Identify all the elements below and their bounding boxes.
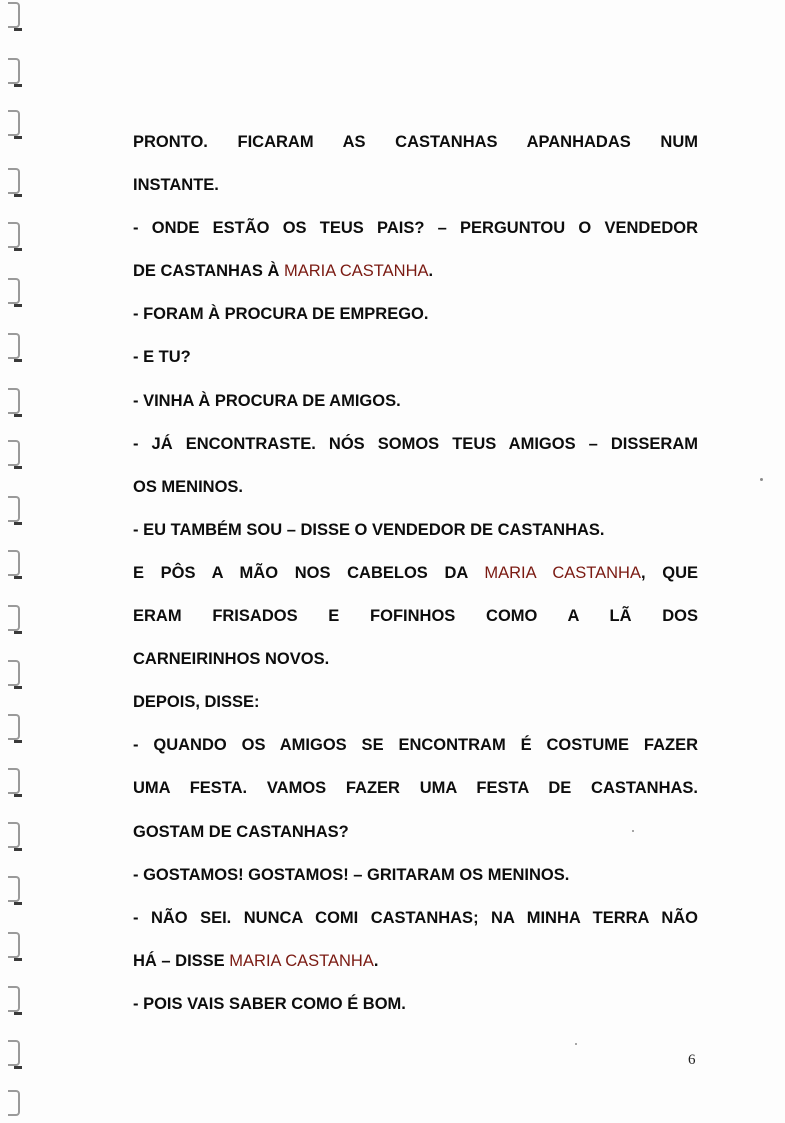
paper-speck	[575, 1043, 577, 1045]
text-line: PRONTO. FICARAM AS CASTANHAS APANHADAS NUM	[133, 133, 698, 151]
binding-tick	[14, 136, 22, 139]
binding-ring	[8, 932, 20, 958]
character-name: MARIA CASTANHA	[283, 262, 429, 281]
text-line	[133, 553, 698, 596]
binding-tick	[14, 28, 22, 31]
binding-ring	[8, 496, 20, 522]
text-line: - EU TAMBÉM SOU – DISSE O VENDEDOR DE CASTANHAS.	[133, 520, 605, 539]
binding-ring	[8, 660, 20, 686]
binding-tick	[14, 740, 22, 743]
binding-ring	[8, 1090, 20, 1116]
binding-tick	[14, 414, 22, 417]
binding-tick	[14, 686, 22, 689]
binding-tick	[14, 848, 22, 851]
text-line: UMA FESTA. VAMOS FAZER UMA FESTA DE CASTANHAS.	[133, 779, 698, 798]
binding-tick	[14, 359, 22, 362]
page-number: 6	[688, 1052, 696, 1068]
binding-ring	[8, 768, 20, 794]
binding-ring	[8, 1040, 20, 1066]
text-line: INSTANTE.	[133, 176, 219, 195]
binding-tick	[14, 631, 22, 634]
text-segment: .	[373, 951, 379, 970]
binding-tick	[14, 84, 22, 87]
binding-ring	[8, 550, 20, 576]
binding-ring	[8, 222, 20, 248]
binding-tick	[14, 304, 22, 307]
text-segment: DE CASTANHAS À	[133, 262, 284, 281]
text-line: - ONDE ESTÃO OS TEUS PAIS? – PERGUNTOU O VENDEDOR	[133, 219, 698, 238]
binding-ring	[8, 388, 20, 414]
binding-tick	[14, 194, 22, 197]
binding-ring	[8, 110, 20, 136]
paper-speck	[760, 478, 763, 481]
text-segment: , QUE	[640, 563, 698, 582]
character-name: MARIA CASTANHA	[484, 563, 641, 582]
binding-ring	[8, 2, 20, 28]
binding-ring	[8, 333, 20, 359]
binding-tick	[14, 248, 22, 251]
text-line	[133, 251, 698, 294]
binding-tick	[14, 902, 22, 905]
text-segment: .	[428, 262, 434, 281]
binding-ring	[8, 278, 20, 304]
character-name: MARIA CASTANHA	[229, 951, 374, 970]
text-line: DEPOIS, DISSE:	[133, 693, 260, 712]
text-line: - JÁ ENCONTRASTE. NÓS SOMOS TEUS AMIGOS – DISSERAM	[133, 434, 698, 453]
binding-tick	[14, 466, 22, 469]
text-line: - POIS VAIS SABER COMO É BOM.	[133, 994, 406, 1013]
binding-tick	[14, 576, 22, 579]
text-line	[133, 941, 698, 984]
binding-tick	[14, 1066, 22, 1069]
binding-tick	[14, 1012, 22, 1015]
text-line: - QUANDO OS AMIGOS SE ENCONTRAM É COSTUME FAZER	[133, 736, 698, 755]
text-segment: E PÔS A MÃO NOS CABELOS DA	[133, 563, 485, 582]
binding-tick	[14, 522, 22, 525]
paper-speck	[632, 830, 634, 832]
binding-ring	[8, 440, 20, 466]
text-line: - VINHA À PROCURA DE AMIGOS.	[133, 391, 401, 410]
binding-tick	[14, 958, 22, 961]
binding-ring	[8, 876, 20, 902]
text-line: - E TU?	[133, 348, 191, 367]
ring-binding	[0, 0, 40, 1123]
text-line: GOSTAM DE CASTANHAS?	[133, 822, 349, 841]
binding-ring	[8, 822, 20, 848]
text-segment: HÁ – DISSE	[133, 951, 230, 970]
text-line: CARNEIRINHOS NOVOS.	[133, 650, 330, 669]
text-line: OS MENINOS.	[133, 477, 244, 496]
text-line: - GOSTAMOS! GOSTAMOS! – GRITARAM OS MENINOS.	[133, 865, 570, 884]
story-text	[133, 122, 698, 1027]
binding-ring	[8, 168, 20, 194]
binding-tick	[14, 794, 22, 797]
binding-ring	[8, 986, 20, 1012]
binding-ring	[8, 605, 20, 631]
binding-ring	[8, 714, 20, 740]
text-line: ERAM FRISADOS E FOFINHOS COMO A LÃ DOS	[133, 607, 698, 626]
text-line: - FORAM À PROCURA DE EMPREGO.	[133, 305, 429, 324]
binding-ring	[8, 58, 20, 84]
text-line: - NÃO SEI. NUNCA COMI CASTANHAS; NA MINHA TERRA NÃO	[133, 908, 698, 927]
